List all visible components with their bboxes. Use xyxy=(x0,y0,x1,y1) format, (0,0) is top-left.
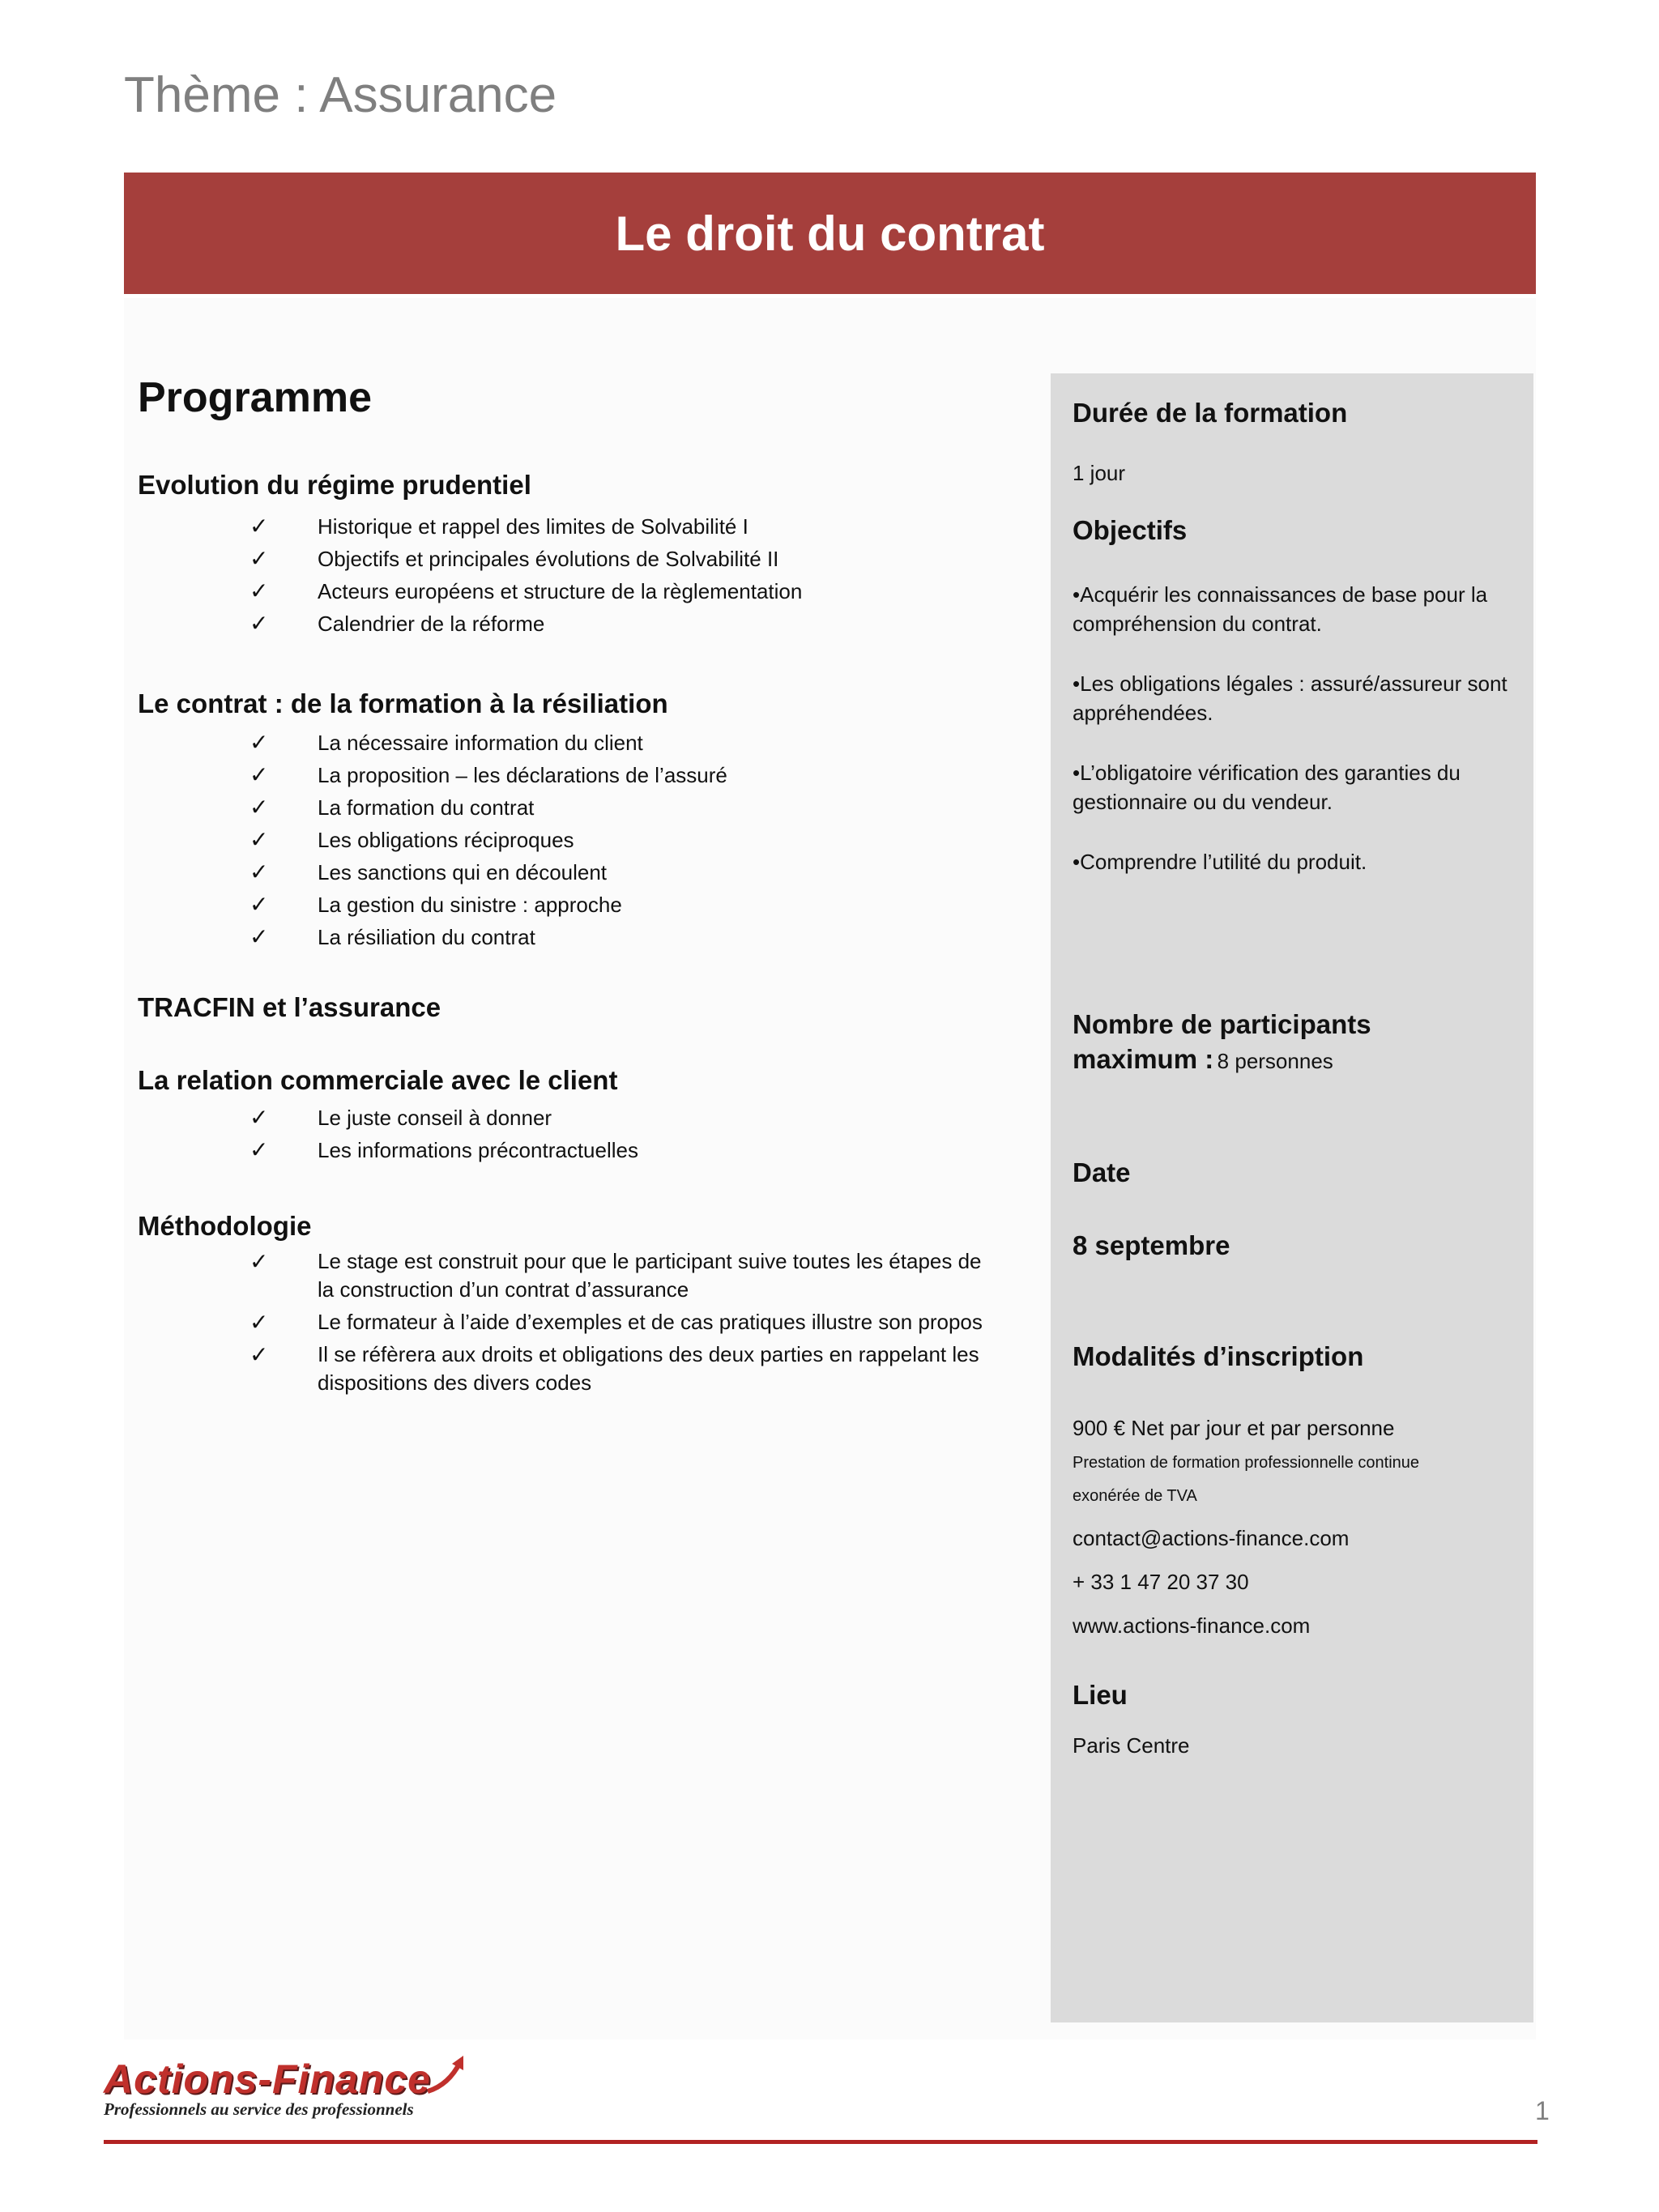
checkmark-icon: ✓ xyxy=(249,730,269,755)
list-item: ✓ Les informations précontractuelles xyxy=(138,1134,638,1166)
list-item: ✓ Calendrier de la réforme xyxy=(138,607,802,640)
list-item: ✓ La nécessaire information du client xyxy=(138,727,727,759)
date-value: 8 septembre xyxy=(1073,1230,1230,1260)
section-items xyxy=(138,510,802,640)
section-title: Le contrat : de la formation à la résiliation xyxy=(138,688,668,718)
contact-phone: + 33 1 47 20 37 30 xyxy=(1073,1570,1249,1594)
duration-title: Durée de la formation xyxy=(1073,398,1348,428)
list-item: ✓ La proposition – les déclarations de l’assuré xyxy=(138,759,727,791)
list-item: ✓ La gestion du sinistre : approche xyxy=(138,889,727,921)
vat-note: Prestation de formation professionnelle continue xyxy=(1073,1454,1420,1472)
list-item: ✓ Les obligations réciproques xyxy=(138,824,727,856)
info-sidebar xyxy=(1051,373,1533,2022)
participants-value: 8 personnes xyxy=(1217,1049,1333,1073)
programme-column xyxy=(138,356,996,1395)
list-item: ✓ La résiliation du contrat xyxy=(138,921,727,953)
checkmark-icon: ✓ xyxy=(249,1249,269,1274)
list-item: ✓ Le stage est construit pour que le participant suive toutes les étapes de la construction d’un contrat d’assurance xyxy=(249,1249,982,1302)
theme-heading: Thème : Assurance xyxy=(124,67,557,123)
section-title: Evolution du régime prudentiel xyxy=(138,470,531,500)
checkmark-icon: ✓ xyxy=(249,514,269,539)
footer-divider xyxy=(104,2140,1537,2144)
checkmark-icon: ✓ xyxy=(249,1105,269,1130)
checkmark-icon: ✓ xyxy=(249,859,269,884)
list-item: ✓ Objectifs et principales évolutions de Solvabilité II xyxy=(138,543,802,575)
website-link[interactable]: www.actions-finance.com xyxy=(1073,1613,1311,1638)
objective-item: •Acquérir les connaissances de base pour la compréhension du contrat. xyxy=(1073,582,1488,636)
company-logo xyxy=(104,2056,470,2120)
course-title-banner xyxy=(124,173,1536,294)
participants-line xyxy=(1073,1044,1525,1076)
list-item: ✓ La formation du contrat xyxy=(138,791,727,824)
duration-value: 1 jour xyxy=(1073,461,1126,485)
checkmark-icon: ✓ xyxy=(249,1137,269,1162)
list-item: ✓ Le juste conseil à donner xyxy=(138,1102,638,1134)
checkmark-icon: ✓ xyxy=(249,546,269,571)
checkmark-icon: ✓ xyxy=(249,1310,269,1335)
objective-item: •L’obligatoire vérification des garanties du gestionnaire ou du vendeur. xyxy=(1073,761,1461,814)
checkmark-icon: ✓ xyxy=(249,762,269,787)
list-item: ✓ Il se réfèrera aux droits et obligations des deux parties en rappelant les dispositions des divers codes xyxy=(249,1342,979,1395)
list-item: ✓ Le formateur à l’aide d’exemples et de cas pratiques illustre son propos xyxy=(249,1310,983,1335)
objectives-title: Objectifs xyxy=(1073,515,1188,545)
course-title: Le droit du contrat xyxy=(615,206,1045,261)
section-title: Méthodologie xyxy=(138,1211,312,1241)
location-value: Paris Centre xyxy=(1073,1733,1190,1758)
section-title: TRACFIN et l’assurance xyxy=(138,992,441,1022)
section-items xyxy=(138,727,727,953)
section-title: La relation commerciale avec le client xyxy=(138,1065,618,1095)
date-title: Date xyxy=(1073,1157,1131,1187)
price: 900 € Net par jour et par personne xyxy=(1073,1416,1395,1440)
participants-label: maximum : xyxy=(1073,1044,1214,1074)
logo-name: Actions-Finance xyxy=(104,2056,431,2102)
section-items xyxy=(138,1102,638,1166)
objective-item: •Les obligations légales : assuré/assureur sont appréhendées. xyxy=(1073,671,1508,725)
programme-title: Programme xyxy=(138,374,372,421)
arrow-up-icon xyxy=(424,2051,470,2096)
checkmark-icon: ✓ xyxy=(249,578,269,603)
checkmark-icon: ✓ xyxy=(249,827,269,852)
contact-email[interactable]: contact@actions-finance.com xyxy=(1073,1526,1350,1550)
checkmark-icon: ✓ xyxy=(249,1342,269,1367)
registration-title: Modalités d’inscription xyxy=(1073,1341,1364,1371)
page-number: 1 xyxy=(1535,2096,1550,2125)
participants-title: Nombre de participants xyxy=(1073,1009,1371,1039)
checkmark-icon: ✓ xyxy=(249,611,269,636)
list-item: ✓ Les sanctions qui en découlent xyxy=(138,856,727,889)
logo-tagline: Professionnels au service des professionnels xyxy=(104,2099,414,2119)
objective-item: •Comprendre l’utilité du produit. xyxy=(1073,850,1367,874)
checkmark-icon: ✓ xyxy=(249,795,269,820)
location-title: Lieu xyxy=(1073,1680,1128,1710)
list-item: ✓ Historique et rappel des limites de Solvabilité I xyxy=(138,510,802,543)
vat-note: exonérée de TVA xyxy=(1073,1487,1197,1505)
section-items xyxy=(138,1247,996,1401)
checkmark-icon: ✓ xyxy=(249,892,269,917)
list-item: ✓ Acteurs européens et structure de la règlementation xyxy=(138,575,802,607)
checkmark-icon: ✓ xyxy=(249,924,269,949)
